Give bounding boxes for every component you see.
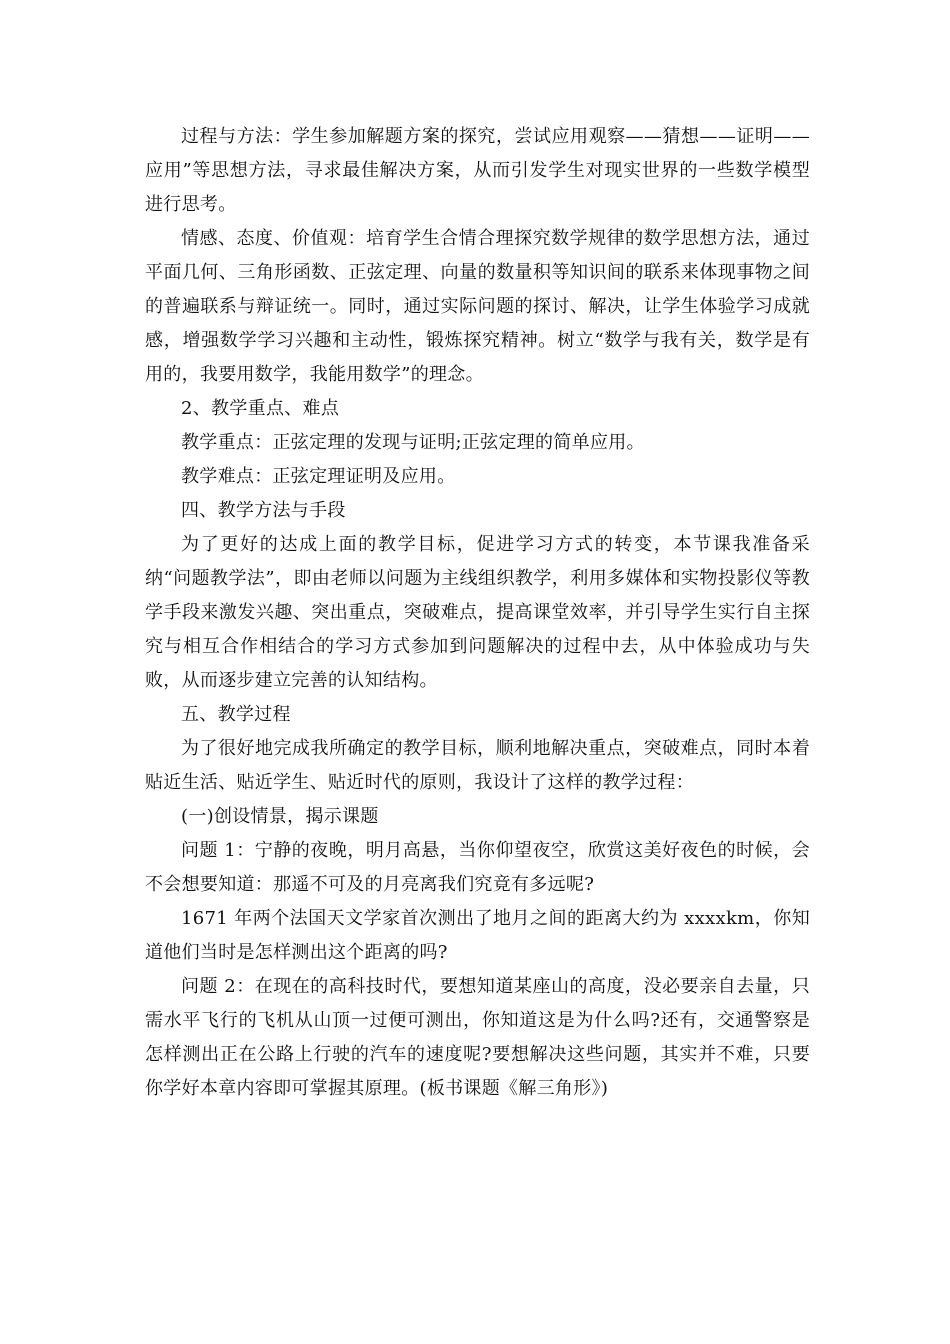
paragraph-difficult-point: 教学难点：正弦定理证明及应用。 <box>181 466 456 487</box>
heading-process: 五、教学过程 <box>181 704 291 725</box>
paragraph-key-point: 教学重点：正弦定理的发现与证明;正弦定理的简单应用。 <box>181 432 645 453</box>
paragraph-question-1: 问题 1：宁静的夜晚，明月高悬，当你仰望夜空，欣赏这美好夜色的时候，会不会想要知道：那遥不可及的月亮离我们究竟有多远呢? <box>145 840 810 895</box>
document-page <box>145 120 810 1106</box>
paragraph-process-methods: 过程与方法：学生参加解题方案的探究，尝试应用观察——猜想——证明——应用”等思想方法，寻求最佳解决方案，从而引发学生对现实世界的一些数学模型进行思考。 <box>145 126 810 215</box>
paragraph-process-intro: 为了很好地完成我所确定的教学目标，顺利地解决重点，突破难点，同时本着贴近生活、贴近学生、贴近时代的原则，我设计了这样的教学过程： <box>145 738 810 793</box>
paragraph-history-1671: 1671 年两个法国天文学家首次测出了地月之间的距离大约为 xxxxkm，你知道他们当时是怎样测出这个距离的吗? <box>145 908 810 963</box>
paragraph-methods-body: 为了更好的达成上面的教学目标，促进学习方式的转变，本节课我准备采纳“问题教学法”，即由老师以问题为主线组织教学，利用多媒体和实物投影仪等教学手段来激发兴趣、突出重点，突破难点，提高课堂效率，并引导学生实行自主探究与相互合作相结合的学习方式参加到问题解决的过程中去，从中体验成功与失败，从而逐步建立完善的认知结构。 <box>145 534 810 691</box>
heading-key-points: 2、教学重点、难点 <box>181 398 340 419</box>
paragraph-question-2: 问题 2：在现在的高科技时代，要想知道某座山的高度，没必要亲自去量，只需水平飞行的飞机从山顶一过便可测出，你知道这是为什么吗?还有，交通警察是怎样测出正在公路上行驶的汽车的速度呢?要想解决这些问题，其实并不难，只要你学好本章内容即可掌握其原理。(板书课题《解三角形》) <box>145 976 810 1099</box>
heading-methods: 四、教学方法与手段 <box>181 500 346 521</box>
heading-scenario: (一)创设情景，揭示课题 <box>181 806 379 827</box>
paragraph-emotion-values: 情感、态度、价值观：培育学生合情合理探究数学规律的数学思想方法，通过平面几何、三角形函数、正弦定理、向量的数量积等知识间的联系来体现事物之间的普遍联系与辩证统一。同时，通过实际问题的探讨、解决，让学生体验学习成就感，增强数学学习兴趣和主动性，锻炼探究精神。树立“数学与我有关，数学是有用的，我要用数学，我能用数学”的理念。 <box>145 228 810 385</box>
